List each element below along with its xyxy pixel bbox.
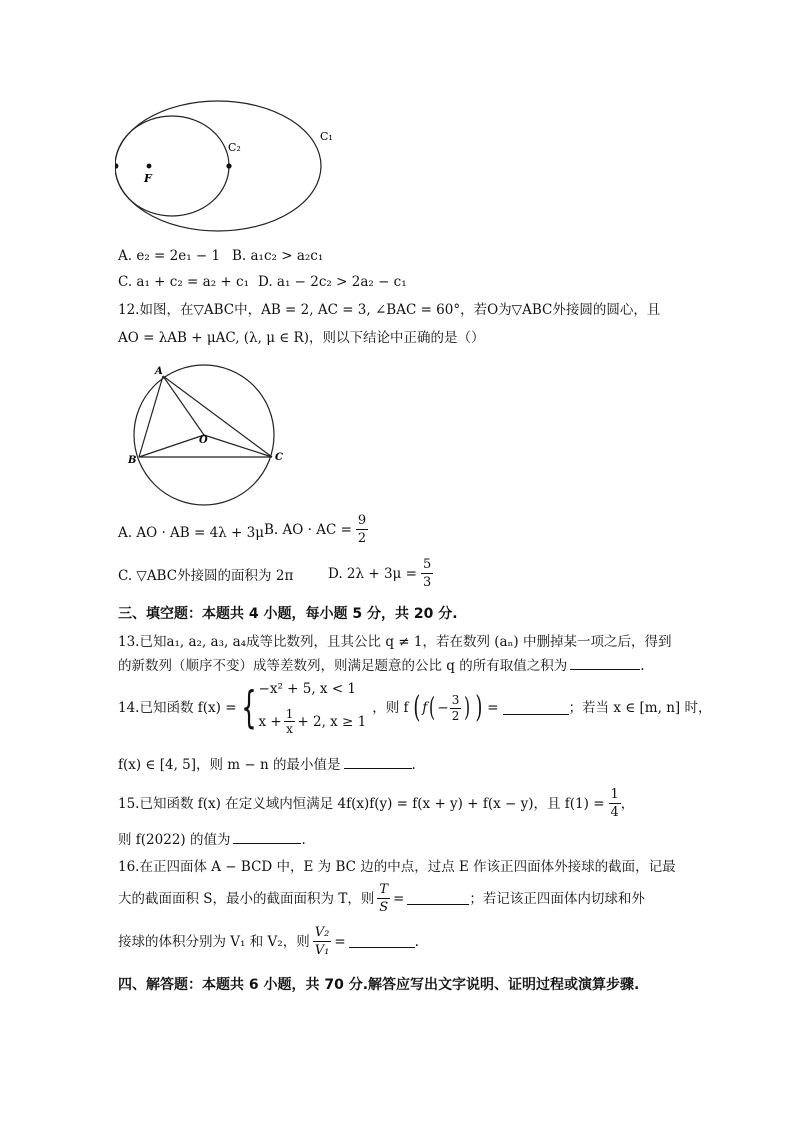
- q14-outer-paren: [411, 690, 485, 725]
- ellipse-figure: [115, 95, 345, 240]
- section-3-heading: 三、填空题：本题共 4 小题，每小题 5 分，共 20 分.: [118, 606, 458, 622]
- q14-answer-blank-2[interactable]: [344, 756, 412, 769]
- case2-frac-num: 1: [285, 707, 294, 721]
- q14-line1: [118, 678, 711, 738]
- q16-line3: [118, 924, 419, 959]
- q15-line1: [118, 786, 634, 821]
- triangle-circle-figure: [125, 360, 290, 510]
- inner-f: f: [422, 700, 428, 716]
- label-c: C: [275, 452, 283, 463]
- q11-option-c: C. a₁ + c₂ = a₂ + c₁: [118, 274, 249, 290]
- paren-open-outer: (: [412, 690, 420, 725]
- q11-option-b: B. a₁c₂ > a₂c₁: [232, 248, 324, 264]
- q12-option-b-text: B. AO · AC =: [264, 521, 352, 538]
- segment-co: [204, 435, 272, 457]
- q16-equals-2: =: [334, 933, 346, 950]
- inner-frac-den: 2: [451, 708, 460, 723]
- q14-equals: =: [487, 700, 499, 716]
- case2-fraction: [284, 707, 296, 736]
- q16-frac1-den: S: [379, 900, 389, 915]
- q12-option-d: [328, 556, 433, 591]
- q14-suffix: ；若当 x ∈ [m, n] 时，: [568, 700, 712, 716]
- piecewise-brace: {: [240, 682, 257, 733]
- q11-option-d: D. a₁ − 2c₂ > 2a₂ − c₁: [258, 274, 407, 290]
- q13-line2: [118, 656, 645, 676]
- q16-answer-blank-2[interactable]: [349, 935, 415, 948]
- q12-option-b-num: 9: [357, 513, 367, 528]
- q15-end-period: .: [301, 832, 306, 848]
- case2-x-plus: x +: [258, 713, 282, 730]
- q12-stem-line1: 12.如图，在▽ABC中，AB = 2, AC = 3, ∠BAC = 60°，若O为▽ABC外接圆的圆心，且: [118, 302, 661, 318]
- piecewise-cases: [259, 680, 367, 736]
- q15-frac-den: 4: [610, 805, 619, 820]
- q12-option-b: [264, 512, 368, 547]
- q16-line1: 16.在正四面体 A − BCD 中，E 为 BC 边的中点，过点 E 作该正四面体外接球的截面，记最: [118, 859, 676, 875]
- q16-frac2-num: V₂: [314, 925, 330, 940]
- q12-option-d-fraction: [421, 556, 433, 591]
- q14-answer-blank-1[interactable]: [503, 702, 569, 715]
- q14-prefix: 14.已知函数 f(x) =: [118, 700, 237, 716]
- paren-close-outer: ): [474, 690, 482, 725]
- q14-middle-text: ，则 f: [372, 700, 409, 716]
- ellipse-c2: [115, 116, 229, 216]
- inner-frac-num: 3: [451, 692, 460, 707]
- q16-equals-1: =: [393, 890, 405, 907]
- q14-end-period: .: [411, 757, 416, 773]
- q15-comma: ，: [620, 795, 635, 812]
- q16-line2: [118, 881, 645, 916]
- q15-line1-text: 15.已知函数 f(x) 在定义域内恒满足 4f(x)f(y) = f(x + y) + f(x − y)，且 f(1) =: [118, 795, 605, 812]
- q16-line3-text: 接球的体积分别为 V₁ 和 V₂，则: [118, 933, 310, 950]
- q13-line1: 13.已知a₁, a₂, a₃, a₄成等比数列，且其公比 q ≠ 1，若在数列 (aₙ) 中删掉某一项之后，得到: [118, 634, 672, 650]
- q14-line2-text: f(x) ∈ [4, 5]，则 m − n 的最小值是: [118, 757, 341, 773]
- segment-bo: [139, 435, 204, 457]
- label-c2: C₂: [228, 141, 241, 154]
- q16-line2-rest: ；若记该正四面体内切球和外: [469, 890, 645, 907]
- q15-answer-blank[interactable]: [233, 831, 301, 844]
- segment-ao: [163, 376, 204, 435]
- side-ab: [139, 376, 163, 457]
- q16-line2-text: 大的截面面积 S，最小的截面面积为 T，则: [118, 890, 375, 907]
- q16-end-period: .: [414, 933, 419, 950]
- minus-sign: −: [437, 700, 449, 716]
- q15-frac-num: 1: [610, 787, 619, 802]
- q12-option-d-num: 5: [422, 557, 432, 572]
- label-b: B: [128, 455, 137, 466]
- paren-close-inner: ): [464, 693, 471, 723]
- case2-rest: + 2, x ≥ 1: [297, 713, 367, 730]
- q12-stem-line2: AO = λAB + μAC, (λ, μ ∈ R)，则以下结论中正确的是（）: [118, 330, 485, 346]
- paren-open-inner: (: [429, 693, 436, 723]
- q15-line2-text: 则 f(2022) 的值为: [118, 832, 231, 848]
- label-f: F: [144, 172, 152, 185]
- piecewise-case-2: [259, 707, 367, 736]
- q13-line2-text: 的新数列（顺序不变）成等差数列，则满足题意的公比 q 的所有取值之积为: [118, 658, 568, 674]
- piecewise-case-1: −x² + 5, x < 1: [258, 681, 357, 697]
- q13-answer-blank[interactable]: [570, 657, 640, 670]
- q16-answer-blank-1[interactable]: [407, 892, 469, 905]
- focus-f-dot: [147, 164, 152, 169]
- label-c1: C₁: [320, 130, 333, 143]
- q16-fraction-1: [377, 881, 390, 916]
- q12-option-d-den: 3: [422, 575, 432, 590]
- q12-option-b-fraction: [356, 512, 368, 547]
- vertex-left-dot: [115, 163, 118, 168]
- ellipse-c1: [115, 101, 321, 231]
- q12-option-c: C. ▽ABC外接圆的面积为 2π: [118, 568, 294, 584]
- q15-line2: [118, 830, 306, 850]
- q16-frac1-num: T: [379, 882, 389, 897]
- vertex-right-dot: [226, 163, 231, 168]
- case2-frac-den: x: [286, 722, 293, 736]
- section-4-heading: 四、解答题：本题共 6 小题，共 70 分.解答应写出文字说明、证明过程或演算步骤.: [118, 977, 640, 993]
- q12-option-d-text: D. 2λ + 3μ =: [328, 565, 417, 582]
- q12-option-a: A. AO · AB = 4λ + 3μ: [118, 525, 264, 541]
- q12-option-b-den: 2: [357, 531, 367, 546]
- q13-end-period: .: [640, 658, 645, 674]
- label-a: A: [155, 366, 163, 377]
- q14-line2: [118, 755, 416, 775]
- q16-fraction-2: [313, 924, 332, 959]
- q16-frac2-den: V₁: [314, 943, 330, 958]
- q15-fraction: [609, 786, 621, 821]
- label-o: O: [199, 435, 208, 446]
- q11-option-a: A. e₂ = 2e₁ − 1: [118, 248, 221, 264]
- q14-inner-fraction: [450, 693, 462, 724]
